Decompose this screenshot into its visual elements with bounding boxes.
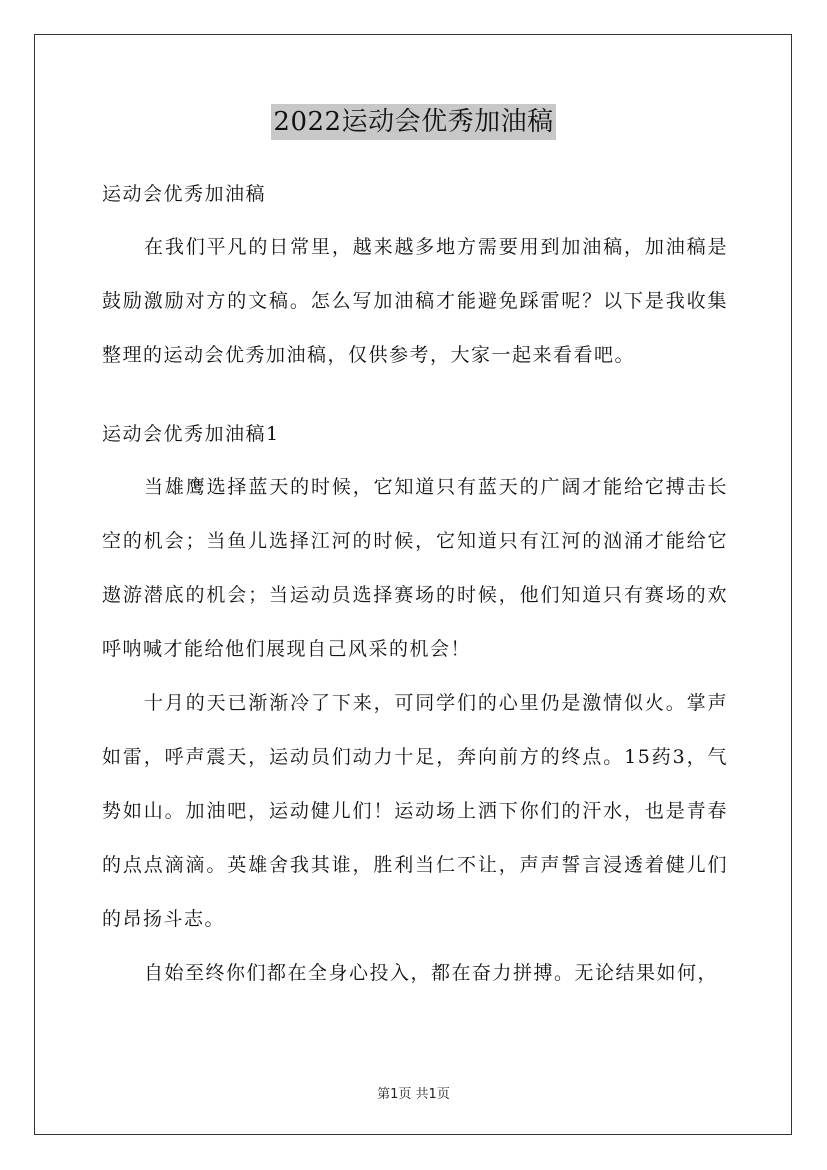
- page-footer: 第1页 共1页: [377, 1087, 450, 1102]
- paragraph-1: 当雄鹰选择蓝天的时候，它知道只有蓝天的广阔才能给它搏击长空的机会；当鱼儿选择江河的时候，它知道只有江河的汹涌才能给它遨游潜底的机会；当运动员选择赛场的时候，他们知道只有赛场的欢呼呐喊才能给他们展现自己风采的机会！: [102, 476, 728, 660]
- paragraph-3: 自始至终你们都在全身心投入，都在奋力拼搏。无论结果如何，: [144, 962, 719, 984]
- section-heading-1: 运动会优秀加油稿1: [102, 423, 280, 445]
- paragraph-2: 十月的天已渐渐冷了下来，可同学们的心里仍是激情似火。掌声如雷，呼声震天，运动员们动力十足，奔向前方的终点。15药3，气势如山。加油吧，运动健儿们！运动场上洒下你们的汗水，也是青春的点点滴滴。英雄舍我其谁，胜利当仁不让，声声誓言浸透着健儿们的昂扬斗志。: [102, 692, 728, 930]
- document-body: [102, 176, 728, 1000]
- document-title-wrapper: [0, 104, 827, 140]
- document-title: 2022运动会优秀加油稿: [271, 104, 555, 140]
- intro-paragraph: 在我们平凡的日常里，越来越多地方需要用到加油稿，加油稿是鼓励激励对方的文稿。怎么写加油稿才能避免踩雷呢？以下是我收集整理的运动会优秀加油稿，仅供参考，大家一起来看看吧。: [102, 236, 728, 366]
- section-heading-main: 运动会优秀加油稿: [102, 183, 267, 205]
